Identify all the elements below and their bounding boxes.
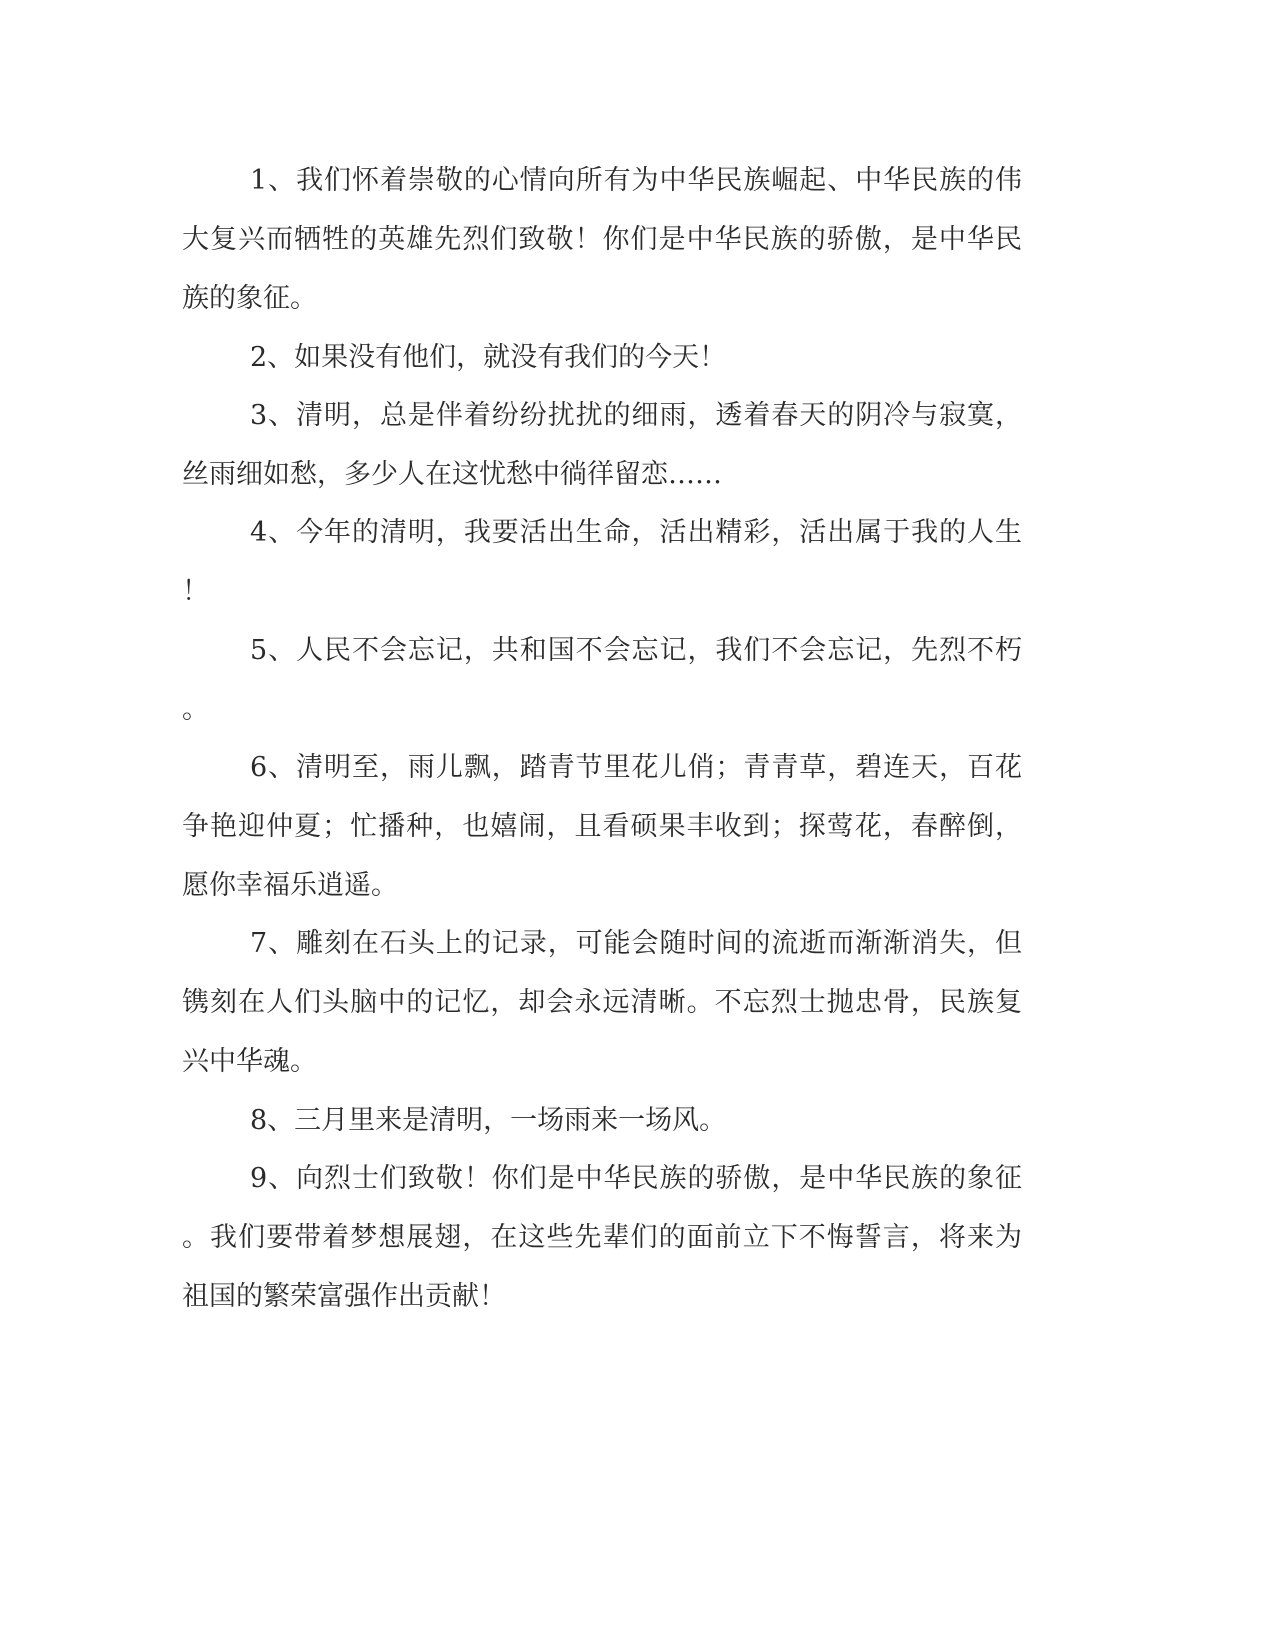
text-line: 兴中华魂。 bbox=[182, 1046, 317, 1077]
text-line: 愿你幸福乐逍遥。 bbox=[182, 870, 398, 901]
text-line: 祖国的繁荣富强作出贡献！ bbox=[182, 1281, 506, 1312]
text-line: 。我们要带着梦想展翅，在这些先辈们的面前立下不悔誓言，将来为 bbox=[182, 1222, 1022, 1253]
text-line: 5、人民不会忘记，共和国不会忘记，我们不会忘记，先烈不朽 bbox=[250, 635, 1022, 666]
text-line: 丝雨细如愁，多少人在这忧愁中徜徉留恋…… bbox=[182, 459, 722, 490]
text-line: 族的象征。 bbox=[182, 283, 317, 314]
text-line: 8、三月里来是清明，一场雨来一场风。 bbox=[250, 1105, 727, 1136]
text-line: 9、向烈士们致敬！你们是中华民族的骄傲，是中华民族的象征 bbox=[250, 1163, 1022, 1194]
text-line: 7、雕刻在石头上的记录，可能会随时间的流逝而渐渐消失，但 bbox=[250, 928, 1022, 959]
text-line: 1、我们怀着崇敬的心情向所有为中华民族崛起、中华民族的伟 bbox=[250, 165, 1022, 196]
text-line: 。 bbox=[182, 694, 209, 725]
text-line: 4、今年的清明，我要活出生命，活出精彩，活出属于我的人生 bbox=[250, 517, 1022, 548]
text-line: ！ bbox=[182, 576, 209, 607]
text-line: 3、清明，总是伴着纷纷扰扰的细雨，透着春天的阴冷与寂寞， bbox=[250, 400, 1022, 431]
text-line: 争艳迎仲夏；忙播种，也嬉闹，且看硕果丰收到；探莺花，春醉倒， bbox=[182, 811, 1022, 842]
text-line: 2、如果没有他们，就没有我们的今天！ bbox=[250, 342, 727, 373]
text-line: 6、清明至，雨儿飘，踏青节里花儿俏；青青草，碧连天，百花 bbox=[250, 752, 1022, 783]
text-line: 大复兴而牺牲的英雄先烈们致敬！你们是中华民族的骄傲，是中华民 bbox=[182, 224, 1022, 255]
text-line: 镌刻在人们头脑中的记忆，却会永远清晰。不忘烈士抛忠骨，民族复 bbox=[182, 987, 1022, 1018]
